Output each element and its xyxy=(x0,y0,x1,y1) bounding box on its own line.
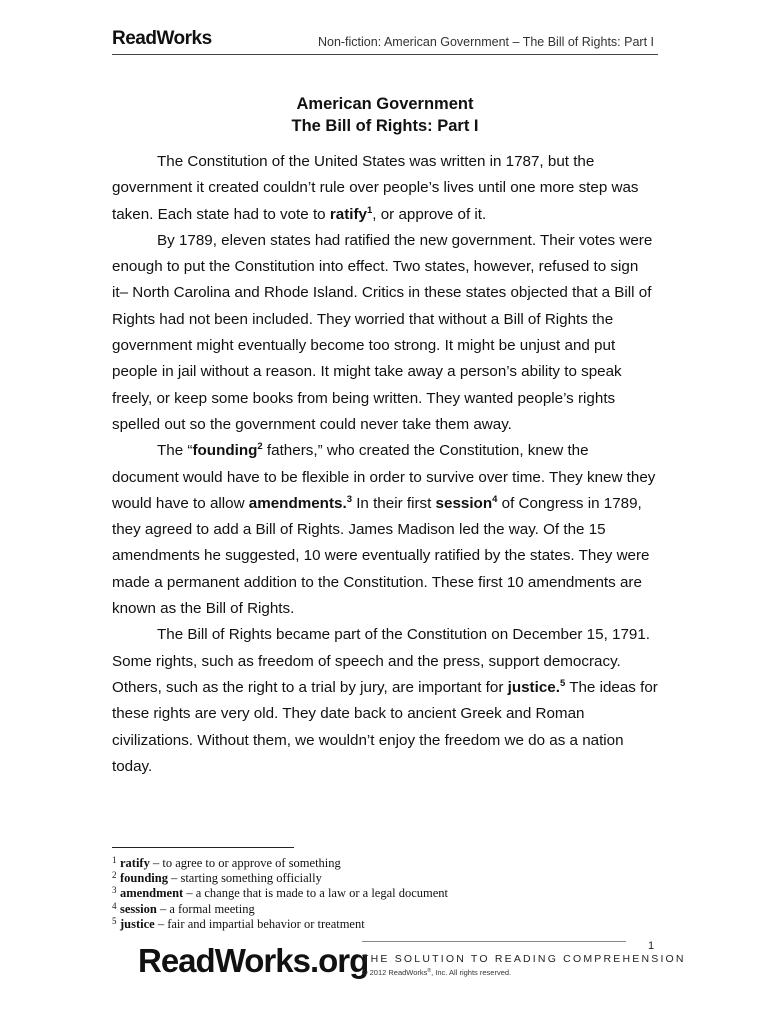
header-breadcrumb: Non-fiction: American Government – The Bill of Rights: Part I xyxy=(317,35,654,49)
term-founding: founding xyxy=(192,442,258,460)
term-amendments: amendments. xyxy=(248,494,347,512)
text-span: The Bill of Rights became part of the Constitution on December 15, 1791. Some rights, such as freedom of speech and the press, support democracy. Others, such as the right to a trial by jury, are important for xyxy=(112,626,651,696)
footnote-divider xyxy=(112,847,294,848)
copyright-text: © 2012 ReadWorks xyxy=(362,968,428,977)
text-span: , or approve of it. xyxy=(372,205,487,223)
term-session: session xyxy=(435,494,493,512)
footer-divider xyxy=(362,941,626,942)
title-line-2: The Bill of Rights: Part I xyxy=(291,117,479,135)
footnote-ref-3: 3 xyxy=(346,493,352,505)
footer-tagline: THE SOLUTION TO READING COMPREHENSION xyxy=(362,953,686,965)
footnote-definition: – a formal meeting xyxy=(156,901,255,916)
footnote-item: 2 founding – starting something officially xyxy=(112,870,322,886)
footnote-ref-5: 5 xyxy=(559,677,566,689)
footnote-term: ratify xyxy=(120,856,150,870)
paragraph-3 xyxy=(112,438,658,622)
page-title xyxy=(112,93,658,137)
text-span: of Congress in 1789, they agreed to add a Bill of Rights. James Madison led the way. Of the 15 amendments he suggested, 10 were eventually ratified by the states. They were made a permanent addition to the Constitution. These first 10 amendments are known as the Bill of Rights. xyxy=(112,494,650,618)
text-span: The Constitution of the United States was written in 1787, but the government it created couldn’t rule over people’s lives until one more step was taken. Each state had to vote to xyxy=(112,153,639,223)
footnote-item: 3 amendment – a change that is made to a law or a legal document xyxy=(112,885,449,901)
footer-copyright xyxy=(362,968,511,977)
footnote-item: 4 session – a formal meeting xyxy=(112,900,255,916)
footnote-item: 5 justice – fair and impartial behavior or treatment xyxy=(112,915,365,931)
term-ratify: ratify xyxy=(329,205,367,223)
text-span: In their first xyxy=(351,494,436,512)
footnote-definition: – to agree to or approve of something xyxy=(149,856,341,870)
paragraph-1 xyxy=(112,149,658,228)
footnote-ref-2: 2 xyxy=(257,441,263,453)
footnote-definition: – fair and impartial behavior or treatment xyxy=(154,916,365,931)
copyright-text: , Inc. All rights reserved. xyxy=(431,968,512,977)
title-line-1: American Government xyxy=(296,95,474,113)
text-span: The “ xyxy=(157,442,193,460)
header-divider xyxy=(112,54,658,55)
footer-logo: ReadWorks.org xyxy=(138,942,369,979)
footnote-term: founding xyxy=(120,871,168,886)
footnote-term: amendment xyxy=(120,886,184,901)
footnote-definition: – starting something officially xyxy=(167,871,322,886)
paragraph-4 xyxy=(112,622,658,780)
registered-mark: ® xyxy=(427,968,432,974)
footnote-definition: – a change that is made to a law or a legal document xyxy=(183,886,449,901)
footnote-item: 1 ratify – to agree to or approve of something xyxy=(112,855,341,870)
term-justice: justice. xyxy=(507,678,560,696)
footnote-term: justice xyxy=(120,916,155,931)
footnote-ref-1: 1 xyxy=(366,204,373,216)
page-number: 1 xyxy=(648,940,655,952)
text-span: fathers,” who created the Constitution, knew the document would have to be flexible in order to survive over time. They knew they would have to allow xyxy=(112,442,656,512)
footnote-term: session xyxy=(120,901,157,916)
footnotes xyxy=(112,856,448,932)
text-span: The ideas for these rights are very old. They date back to ancient Greek and Roman civilizations. Without them, we wouldn’t enjoy the freedom we do as a nation today. xyxy=(112,678,658,775)
header-logo: ReadWorks xyxy=(112,28,212,49)
footnote-ref-4: 4 xyxy=(492,493,498,505)
paragraph-2: By 1789, eleven states had ratified the new government. Their votes were enough to put the Constitution into effect. Two states, however, refused to sign it– North Carolina and Rhode Island. Critics in these states objected that a Bill of Rights had not been included. They worried that without a Bill of Rights the government might eventually become too strong. It might be unjust and put people in jail without a reason. It might take away a person’s ability to speak freely, or keep some books from being written. They wanted people’s rights spelled out so the government could never take them away. xyxy=(112,231,653,433)
article-body xyxy=(112,149,658,780)
